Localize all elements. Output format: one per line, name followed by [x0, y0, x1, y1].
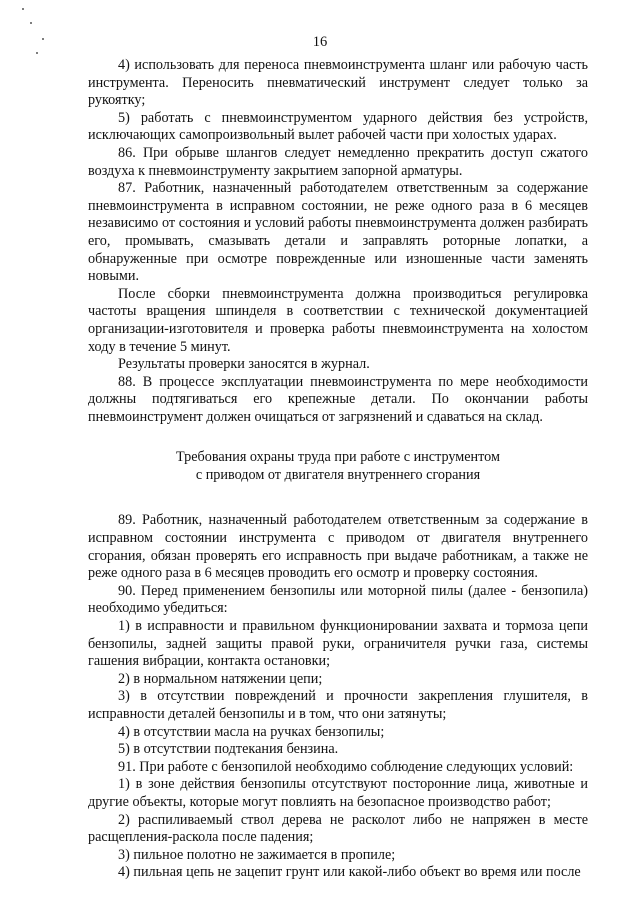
paragraph: 91. При работе с бензопилой необходимо соблюдение следующих условий:	[118, 758, 574, 775]
document-body	[88, 57, 588, 882]
paragraph: 4) использовать для переноса пневмоинструмента шланг или рабочую часть инструмента. Переносить пневматический инструмент следует только за рукоятку;	[88, 57, 588, 109]
list-item: 1) в исправности и правильном функционировании захвата и тормоза цепи бензопилы, задней защиты правой руки, ограничителя ручки газа, системы гашения вибрации, контакта остановки;	[88, 618, 588, 670]
page-number: 16	[312, 34, 328, 50]
paragraph: 86. При обрыве шлангов следует немедленно прекратить доступ сжатого воздуха к пневмоинструменту закрытием запорной арматуры.	[88, 144, 588, 179]
scan-speck	[36, 52, 38, 54]
paragraph: После сборки пневмоинструмента должна производиться регулировка частоты вращения шпинделя в соответствии с технической документацией организации-изготовителя и проверка работы пневмоинструмента на холостом ходу в течение 5 минут.	[88, 285, 588, 355]
paragraph: 90. Перед применением бензопилы или моторной пилы (далее - бензопила) необходимо убедиться:	[88, 582, 588, 617]
list-item: 3) пильное полотно не зажимается в пропиле;	[118, 846, 396, 863]
list-item: 5) в отсутствии подтекания бензина.	[118, 741, 339, 758]
list-item: 2) в нормальном натяжении цепи;	[118, 670, 323, 687]
paragraph: 87. Работник, назначенный работодателем ответственным за содержание пневмоинструмента в исправном состоянии, не реже одного раза в 6 месяцев независимо от состояния и условий работы пневмоинструмента должен разбирать его, промывать, смазывать детали и заправлять роторные лопатки, а обнаруженные при осмотре поврежденные или изношенные части заменять новыми.	[88, 180, 588, 285]
list-item: 2) распиливаемый ствол дерева не расколот либо не напряжен в месте расщепления-раскола после падения;	[88, 811, 588, 846]
list-item: 4) пильная цепь не зацепит грунт или какой-либо объект во время или после	[118, 864, 581, 881]
scan-speck	[30, 22, 32, 24]
section-heading	[88, 448, 588, 484]
paragraph: Результаты проверки заносятся в журнал.	[118, 356, 370, 373]
list-item: 3) в отсутствии повреждений и прочности закрепления глушителя, в исправности деталей бензопилы и в том, что они затянуты;	[88, 688, 588, 722]
paragraph: 88. В процессе эксплуатации пневмоинструмента по мере необходимости должны подтягиваться его крепежные детали. По окончании работы пневмоинструмент должен очищаться от загрязнений и сдаваться на склад.	[88, 373, 588, 425]
list-item: 1) в зоне действия бензопилы отсутствуют посторонние лица, животные и другие объекты, которые могут повлиять на безопасное производство работ;	[88, 776, 588, 810]
scan-speck	[22, 8, 24, 10]
paragraph: 89. Работник, назначенный работодателем ответственным за содержание в исправном состоянии инструмента с приводом от двигателя внутреннего сгорания, обязан проверять его исправность при выдаче работникам, а также не реже одного раза в 6 месяцев проводить его осмотр и проверку состояния.	[88, 512, 588, 582]
section-heading-line: Требования охраны труда при работе с инструментом	[176, 449, 500, 466]
section-heading-line: с приводом от двигателя внутреннего сгорания	[195, 467, 481, 484]
list-item: 4) в отсутствии масла на ручках бензопилы;	[118, 723, 385, 740]
paragraph: 5) работать с пневмоинструментом ударного действия без устройств, исключающих самопроизвольный вылет рабочей части при холостых ударах.	[88, 109, 588, 144]
